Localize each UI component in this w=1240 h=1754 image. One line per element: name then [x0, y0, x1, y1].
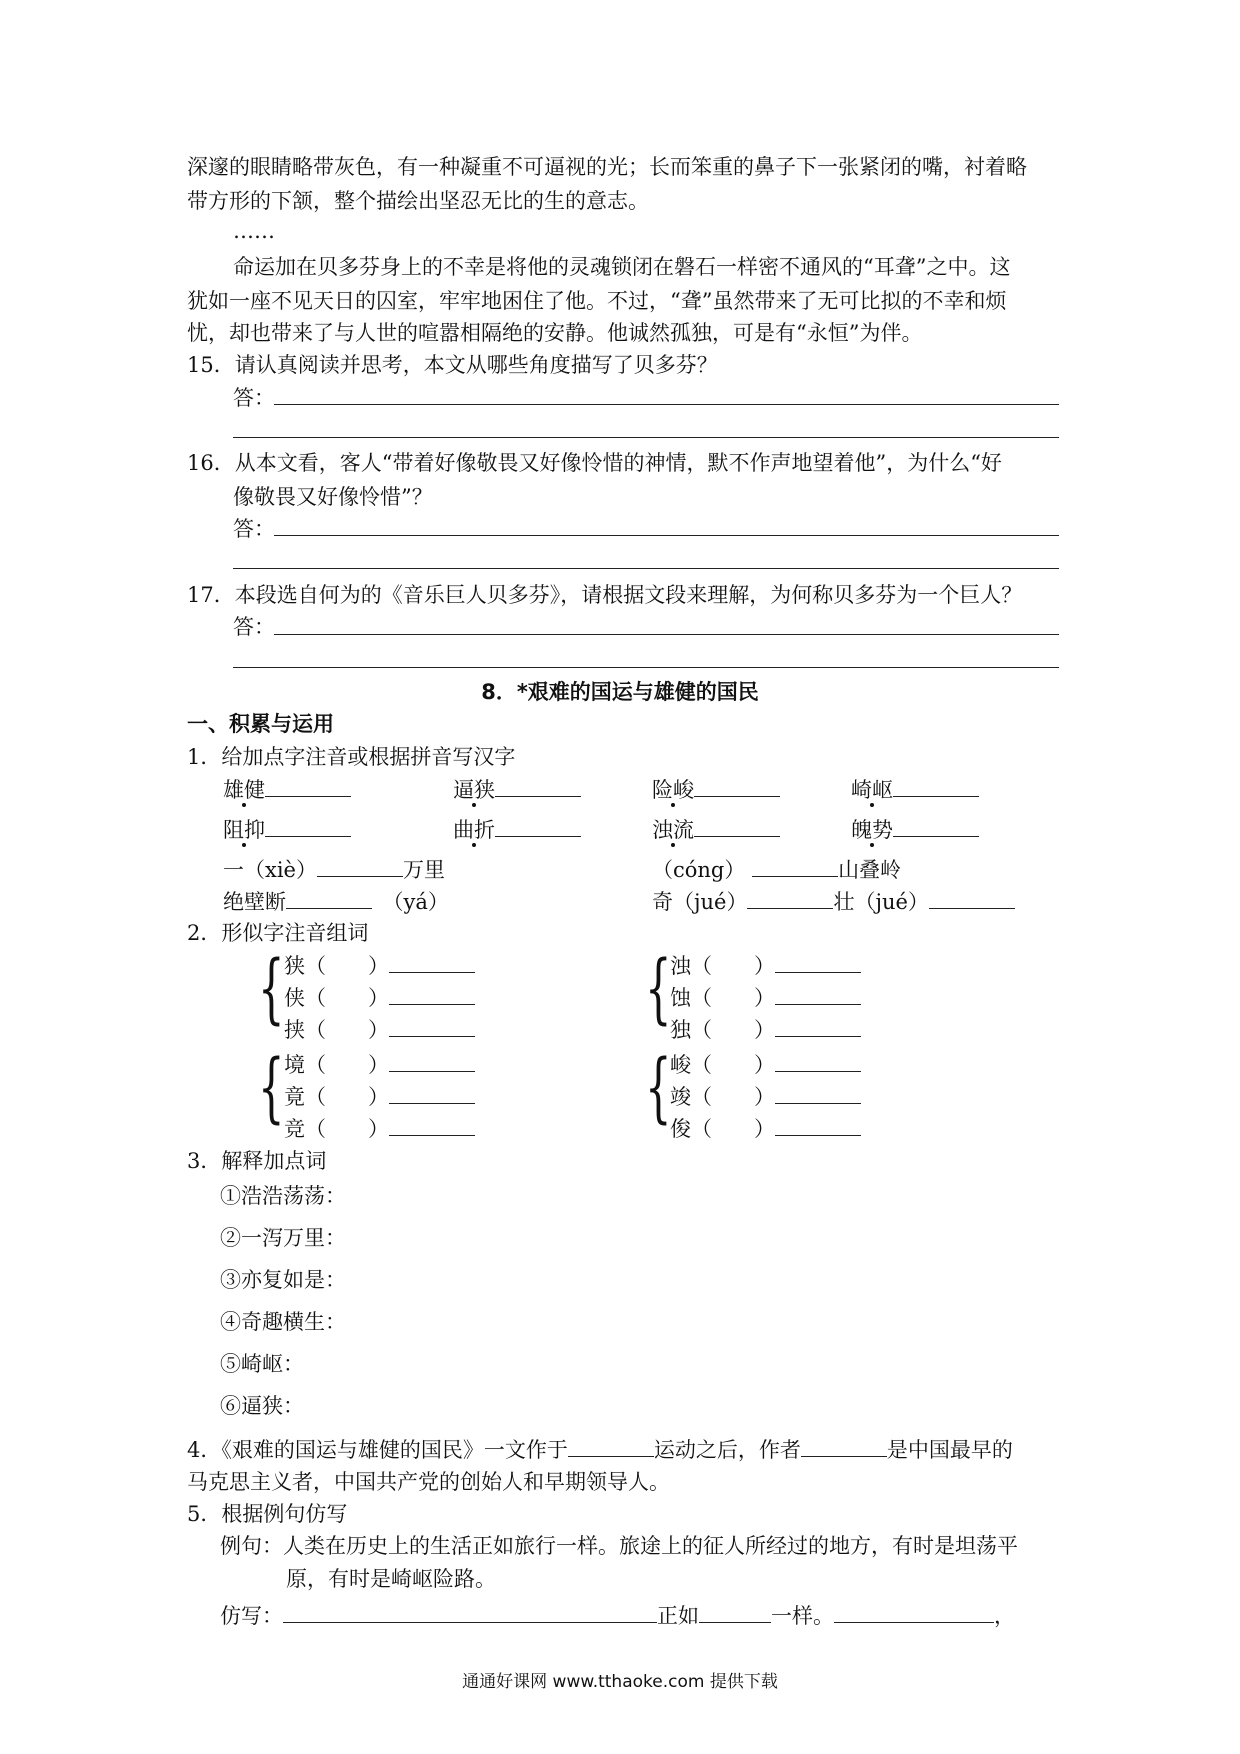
word-blank: [652, 774, 780, 805]
fill-blank[interactable]: [568, 1434, 654, 1457]
answer-label: 答：: [233, 517, 275, 541]
word: 险峻: [652, 778, 694, 802]
fill-blank[interactable]: [265, 774, 351, 797]
pinyin-prompt: 奇（jué）: [652, 890, 748, 914]
word-suffix: 山叠岭: [838, 858, 902, 882]
char-row: 狭（ ）: [284, 950, 475, 981]
char-row: 独（ ）: [670, 1014, 861, 1045]
word: 曲折: [453, 818, 495, 842]
fill-blank[interactable]: [694, 774, 780, 797]
word-blank: [652, 814, 780, 845]
pinyin-prompt: 壮（jué）: [833, 890, 929, 914]
answer-line[interactable]: [233, 568, 1059, 569]
answer-line[interactable]: [274, 404, 1059, 405]
fill-blank[interactable]: [265, 814, 351, 837]
pinyin-prompt: 一（xiè）: [223, 858, 317, 882]
definition-entry: ③亦复如是：: [220, 1268, 346, 1292]
fill-blank[interactable]: [495, 814, 581, 837]
fill-blank[interactable]: [389, 1014, 475, 1037]
pinyin-prompt: （yá）: [393, 890, 449, 914]
fill-blank[interactable]: [389, 1113, 475, 1136]
char-row: 蚀（ ）: [670, 982, 861, 1013]
left-brace: {: [645, 1042, 672, 1131]
char-row: 竞（ ）: [284, 1113, 475, 1144]
passage-ellipsis: ……: [233, 219, 275, 243]
item-2-heading: 2．形似字注音组词: [187, 921, 369, 945]
char-row: 挟（ ）: [284, 1014, 475, 1045]
example-sentence: 例句：人类在历史上的生活正如旅行一样。旅途上的征人所经过的地方，有时是坦荡平: [220, 1534, 1018, 1558]
fill-blank[interactable]: [694, 814, 780, 837]
answer-line[interactable]: [233, 437, 1059, 438]
fill-blank[interactable]: [495, 774, 581, 797]
question-17: 17．本段选自何为的《音乐巨人贝多芬》，请根据文段来理解，为何称贝多芬为一个巨人？: [187, 583, 1023, 607]
fill-blank[interactable]: [747, 886, 833, 909]
fill-blank[interactable]: [389, 1049, 475, 1072]
pinyin-row: [223, 854, 445, 885]
char-row: 竟（ ）: [284, 1081, 475, 1112]
fill-blank[interactable]: [775, 1081, 861, 1104]
example-sentence-cont: 原，有时是崎岖险路。: [286, 1567, 496, 1591]
fill-blank[interactable]: [283, 1600, 657, 1623]
pinyin-prompt: （cóng）: [652, 858, 746, 882]
definition-entry: ②一泻万里：: [220, 1226, 346, 1250]
fill-blank[interactable]: [893, 774, 979, 797]
answer-line[interactable]: [274, 634, 1059, 635]
fill-blank[interactable]: [752, 854, 838, 877]
word-prefix: 绝壁断: [223, 890, 286, 914]
char-row: 侠（ ）: [284, 982, 475, 1013]
left-brace: {: [258, 1042, 285, 1131]
fill-blank[interactable]: [389, 982, 475, 1005]
passage-line: 犹如一座不见天日的囚室，牢牢地困住了他。不过，“聋”虽然带来了无可比拟的不幸和烦: [187, 289, 1007, 313]
fill-blank[interactable]: [699, 1600, 771, 1623]
pinyin-row: [652, 854, 901, 885]
answer-label: 答：: [233, 615, 275, 639]
definition-entry: ④奇趣横生：: [220, 1310, 346, 1334]
char-row: 浊（ ）: [670, 950, 861, 981]
fill-blank[interactable]: [286, 886, 372, 909]
word: 阻抑: [223, 818, 265, 842]
item-1-heading: 1．给加点字注音或根据拼音写汉字: [187, 745, 516, 769]
word: 魄势: [851, 818, 893, 842]
word-suffix: 万里: [403, 858, 445, 882]
word-blank: [851, 814, 979, 845]
word-blank: [223, 814, 351, 845]
left-brace: {: [258, 943, 285, 1032]
word: 崎岖: [851, 778, 893, 802]
question-16: 16．从本文看，客人“带着好像敬畏又好像怜惜的神情，默不作声地望着他”，为什么“好: [187, 451, 1002, 475]
passage-line: 深邃的眼睛略带灰色，有一种凝重不可逼视的光；长而笨重的鼻子下一张紧闭的嘴，衬着略: [187, 155, 1027, 179]
fill-blank[interactable]: [929, 886, 1015, 909]
fill-blank[interactable]: [775, 950, 861, 973]
char-row: 境（ ）: [284, 1049, 475, 1080]
imitation-row: 仿写： 正如 一样。 ，: [220, 1600, 1015, 1631]
fill-blank[interactable]: [775, 1113, 861, 1136]
word: 逼狭: [453, 778, 495, 802]
word-blank: [223, 774, 351, 805]
page-footer: 通通好课网 www.tthaoke.com 提供下载: [462, 1672, 778, 1692]
definition-entry: ⑥逼狭：: [220, 1394, 304, 1418]
char-row: 峻（ ）: [670, 1049, 861, 1080]
pinyin-row: [652, 886, 1015, 917]
fill-blank[interactable]: [317, 854, 403, 877]
passage-line: 忧，却也带来了与人世的喧嚣相隔绝的安静。他诚然孤独，可是有“永恒”为伴。: [187, 321, 923, 345]
answer-line[interactable]: [274, 535, 1059, 536]
word: 雄健: [223, 778, 265, 802]
fill-blank[interactable]: [775, 1014, 861, 1037]
fill-blank[interactable]: [801, 1434, 887, 1457]
char-row: 竣（ ）: [670, 1081, 861, 1112]
fill-blank[interactable]: [893, 814, 979, 837]
answer-line[interactable]: [233, 667, 1059, 668]
answer-label: 答：: [233, 386, 275, 410]
part-heading: 一、积累与运用: [187, 712, 334, 736]
definition-entry: ⑤崎岖：: [220, 1352, 304, 1376]
fill-blank[interactable]: [775, 1049, 861, 1072]
item-5-heading: 5．根据例句仿写: [187, 1502, 348, 1526]
fill-blank[interactable]: [834, 1600, 994, 1623]
fill-blank[interactable]: [389, 1081, 475, 1104]
definition-entry: ①浩浩荡荡：: [220, 1184, 346, 1208]
question-16-cont: 像敬畏又好像怜惜”？: [233, 485, 433, 509]
passage-line: 带方形的下颔，整个描绘出坚忍无比的生的意志。: [187, 189, 649, 213]
item-4: 4．《艰难的国运与雄健的国民》一文作于 运动之后，作者 是中国最早的: [187, 1434, 1013, 1465]
fill-blank[interactable]: [389, 950, 475, 973]
word-blank: [851, 774, 979, 805]
char-row: 俊（ ）: [670, 1113, 861, 1144]
question-15: 15．请认真阅读并思考，本文从哪些角度描写了贝多芬？: [187, 353, 718, 377]
lesson-title: 8．*艰难的国运与雄健的国民: [481, 680, 759, 704]
word-blank: [453, 814, 581, 845]
passage-line: 命运加在贝多芬身上的不幸是将他的灵魂锁闭在磐石一样密不通风的“耳聋”之中。这: [233, 255, 1011, 279]
item-4-cont: 马克思主义者，中国共产党的创始人和早期领导人。: [187, 1470, 670, 1494]
word: 浊流: [652, 818, 694, 842]
pinyin-row: [223, 886, 449, 917]
left-brace: {: [645, 943, 672, 1032]
fill-blank[interactable]: [775, 982, 861, 1005]
word-blank: [453, 774, 581, 805]
item-3-heading: 3．解释加点词: [187, 1149, 327, 1173]
